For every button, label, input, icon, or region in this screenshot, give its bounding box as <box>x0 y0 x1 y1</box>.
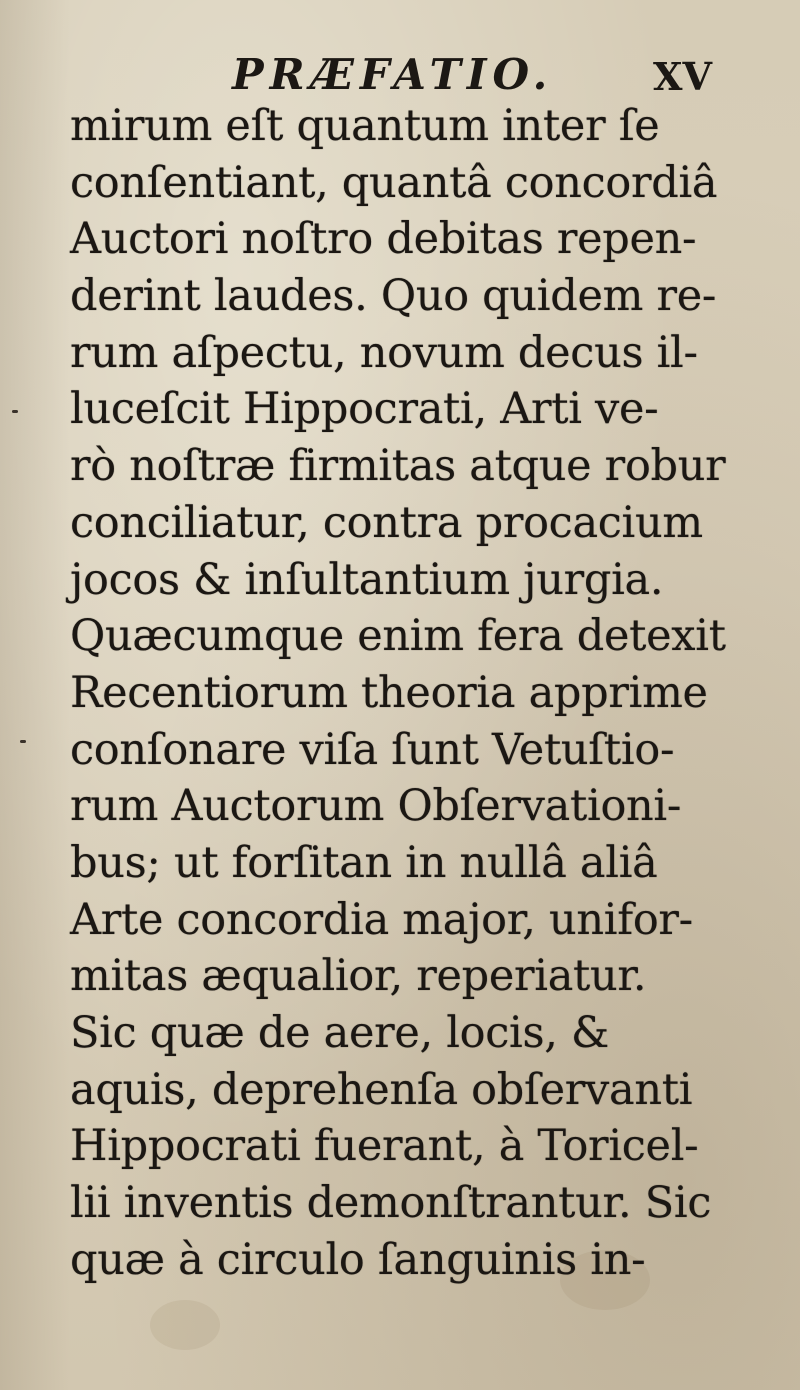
text-line: aquis, deprehenſa obſervanti <box>70 1064 693 1115</box>
text-line: Auctori noſtro debitas repen- <box>70 214 697 265</box>
text-line: rum aſpectu, novum decus il- <box>70 327 698 378</box>
page-header <box>232 50 712 102</box>
text-line: Recentiorum theoria apprime <box>70 667 708 718</box>
running-title: PRÆFATIO. <box>232 50 554 99</box>
text-line: conſonare viſa ſunt Vetuſtio- <box>70 724 675 775</box>
paper-stain <box>150 1300 220 1350</box>
page-number: XV <box>653 54 712 99</box>
text-line: Quæcumque enim fera detexit <box>70 611 726 662</box>
text-line: conſentiant, quantâ concordiâ <box>70 157 718 208</box>
text-line: jocos & inſultantium jurgia. <box>70 554 664 605</box>
text-line: derint laudes. Quo quidem re- <box>70 271 717 322</box>
text-line: mitas æqualior, reperiatur. <box>70 951 647 1002</box>
text-line: lii inventis demonſtrantur. Sic <box>70 1178 712 1229</box>
page-gutter-shadow <box>0 0 70 1390</box>
text-line: rò noſtræ firmitas atque robur <box>70 441 726 492</box>
text-line: rum Auctorum Obſervationi- <box>70 781 682 832</box>
text-line: quæ à circulo ſanguinis in- <box>70 1234 646 1285</box>
margin-mark <box>20 740 26 743</box>
text-line: bus; ut forſitan in nullâ aliâ <box>70 837 658 888</box>
body-text <box>70 98 730 1288</box>
text-line: Hippocrati fuerant, à Toricel- <box>70 1121 699 1172</box>
text-line: Sic quæ de aere, locis, & <box>70 1008 609 1058</box>
text-line: luceſcit Hippocrati, Arti ve- <box>70 384 659 435</box>
text-line: conciliatur, contra procacium <box>70 497 703 548</box>
margin-mark <box>12 410 18 413</box>
text-line: mirum eſt quantum inter ſe <box>70 101 660 151</box>
text-line: Arte concordia major, unifor- <box>70 894 693 945</box>
